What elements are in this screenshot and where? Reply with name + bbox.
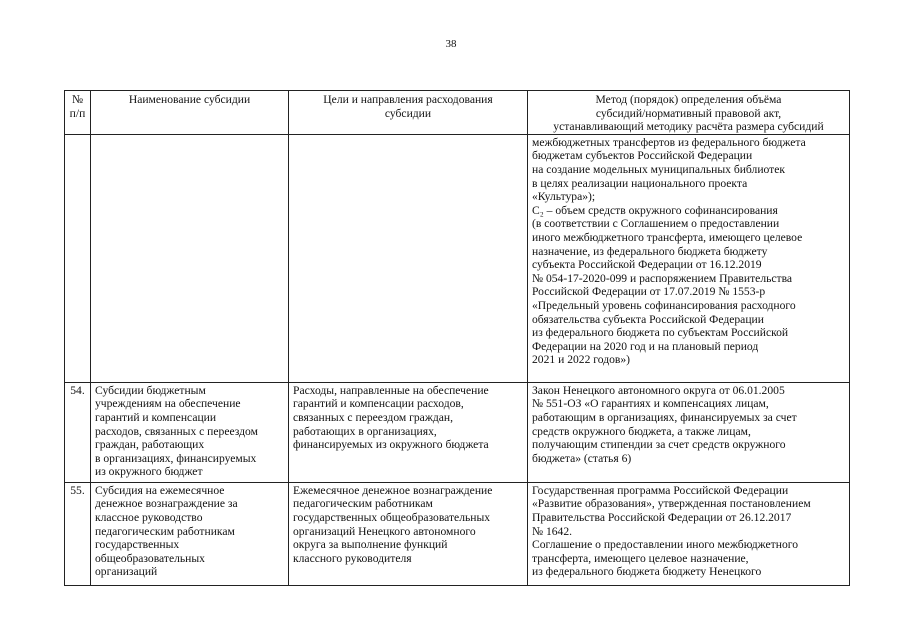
text-line: Наименование субсидии xyxy=(128,93,251,106)
row-method xyxy=(528,482,850,585)
text-line: организаций xyxy=(95,565,158,579)
text-line: № xyxy=(71,93,84,106)
row-subsidy-name xyxy=(91,134,289,382)
text-line: педагогическим работникам xyxy=(95,524,235,538)
header-number xyxy=(65,91,91,135)
text-line: Ежемесячное денежное вознаграждение xyxy=(293,483,493,497)
text-line: государственных общеобразовательных xyxy=(293,510,491,524)
table-header-row xyxy=(65,91,850,135)
text-line: в организациях, финансируемых xyxy=(95,451,257,465)
text-line: гарантий и компенсации xyxy=(95,410,217,424)
text-line: Расходы, направленные на обеспечение xyxy=(293,383,489,397)
text-line: Правительства Российской Федерации от 26.12.2017 xyxy=(532,510,792,524)
table-row xyxy=(65,382,850,482)
text-line: Федерации на 2020 год и на плановый период xyxy=(532,339,759,353)
text-line: финансируемых из окружного бюджета xyxy=(293,438,489,452)
text-line: бюджета» (статья 6) xyxy=(532,451,632,465)
text-line: средств окружного бюджета, а также лицам, xyxy=(532,424,751,438)
table-row xyxy=(65,482,850,585)
row-method xyxy=(528,134,850,382)
row-number: 55. xyxy=(65,482,91,585)
text-line: № 551-ОЗ «О гарантиях и компенсациях лицам, xyxy=(532,397,769,411)
text-line: гарантий и компенсации расходов, xyxy=(293,397,464,411)
subsidy-table xyxy=(64,90,850,586)
text-line: назначение, из федерального бюджета бюджету xyxy=(532,244,768,258)
text-line: субсидий/нормативный правовой акт, xyxy=(595,106,782,120)
text-line: субъекта Российской Федерации от 16.12.2019 xyxy=(532,258,762,272)
text-line: организаций Ненецкого автономного xyxy=(293,524,476,538)
text-line: получающим стипендии за счет средств окружного xyxy=(532,438,786,452)
text-line: работающих в организациях, xyxy=(293,424,437,438)
text-line: государственных xyxy=(95,538,180,552)
text-line: классное руководство xyxy=(95,510,203,524)
row-purpose xyxy=(289,482,528,585)
text-line: межбюджетных трансфертов из федерального бюджета xyxy=(532,135,806,149)
text-line: Субсидия на ежемесячное xyxy=(95,483,225,497)
text-line: из федерального бюджета бюджету Ненецкого xyxy=(532,565,762,579)
row-subsidy-name xyxy=(91,382,289,482)
row-purpose xyxy=(289,382,528,482)
text-line: педагогическим работникам xyxy=(293,497,433,511)
text-line: работающим в организациях, финансируемых за счет xyxy=(532,410,797,424)
text-line: учреждениям на обеспечение xyxy=(95,397,241,411)
text-line: иного межбюджетного трансферта, имеющего целевое xyxy=(532,230,803,244)
row-number xyxy=(65,134,91,382)
text-line: № 054-17-2020-099 и распоряжением Правительства xyxy=(532,271,793,285)
header-method xyxy=(528,91,850,135)
text-line: бюджетам субъектов Российской Федерации xyxy=(532,149,753,163)
text-line: (в соответствии с Соглашением о предоставлении xyxy=(532,217,780,231)
text-line: граждан, работающих xyxy=(95,438,205,452)
text-line: связанных с переездом граждан, xyxy=(293,410,453,424)
text-line: трансферта, имеющего целевое назначение, xyxy=(532,551,749,565)
text-line: в целях реализации национального проекта xyxy=(532,176,748,190)
header-purpose xyxy=(289,91,528,135)
text-line: классного руководителя xyxy=(293,551,412,565)
text-line: «Культура»); xyxy=(532,190,596,204)
header-subsidy-name xyxy=(91,91,289,135)
page-number: 38 xyxy=(445,38,457,50)
text-line: «Развитие образования», утвержденная постановлением xyxy=(532,497,811,511)
row-method xyxy=(528,382,850,482)
text-line: устанавливающий методику расчёта размера субсидий xyxy=(553,120,824,134)
text-line: из федерального бюджета по субъектам Российской xyxy=(532,326,789,340)
text-line: денежное вознаграждение за xyxy=(95,497,238,511)
text-line: Закон Ненецкого автономного округа от 06.01.2005 xyxy=(532,383,785,397)
text-line: Государственная программа Российской Федерации xyxy=(532,483,789,497)
text-line: расходов, связанных с переездом xyxy=(95,424,258,438)
text-line: Соглашение о предоставлении иного межбюджетного xyxy=(532,538,799,552)
text-line: на создание модельных муниципальных библиотек xyxy=(532,162,786,176)
text-line: 2021 и 2022 годов») xyxy=(532,353,631,367)
text-line: субсидии xyxy=(384,106,432,120)
text-line: «Предельный уровень софинансирования расходного xyxy=(532,298,796,312)
text-line: округа за выполнение функций xyxy=(293,538,448,552)
text-line: п/п xyxy=(69,106,86,120)
row-purpose xyxy=(289,134,528,382)
row-subsidy-name xyxy=(91,482,289,585)
text-line: Российской Федерации от 17.07.2019 № 1553-р xyxy=(532,285,766,299)
text-line: С₂ – объем средств окружного софинансирования xyxy=(532,203,778,217)
text-line: из окружного бюджет xyxy=(95,465,203,479)
text-line: № 1642. xyxy=(532,524,573,538)
text-line: общеобразовательных xyxy=(95,551,205,565)
table-row xyxy=(65,134,850,382)
text-line: Субсидии бюджетным xyxy=(95,383,206,397)
text-line: обязательства субъекта Российской Федерации xyxy=(532,312,764,326)
row-number: 54. xyxy=(65,382,91,482)
text-line: Цели и направления расходования xyxy=(323,93,493,106)
text-line: Метод (порядок) определения объёма xyxy=(595,93,782,106)
